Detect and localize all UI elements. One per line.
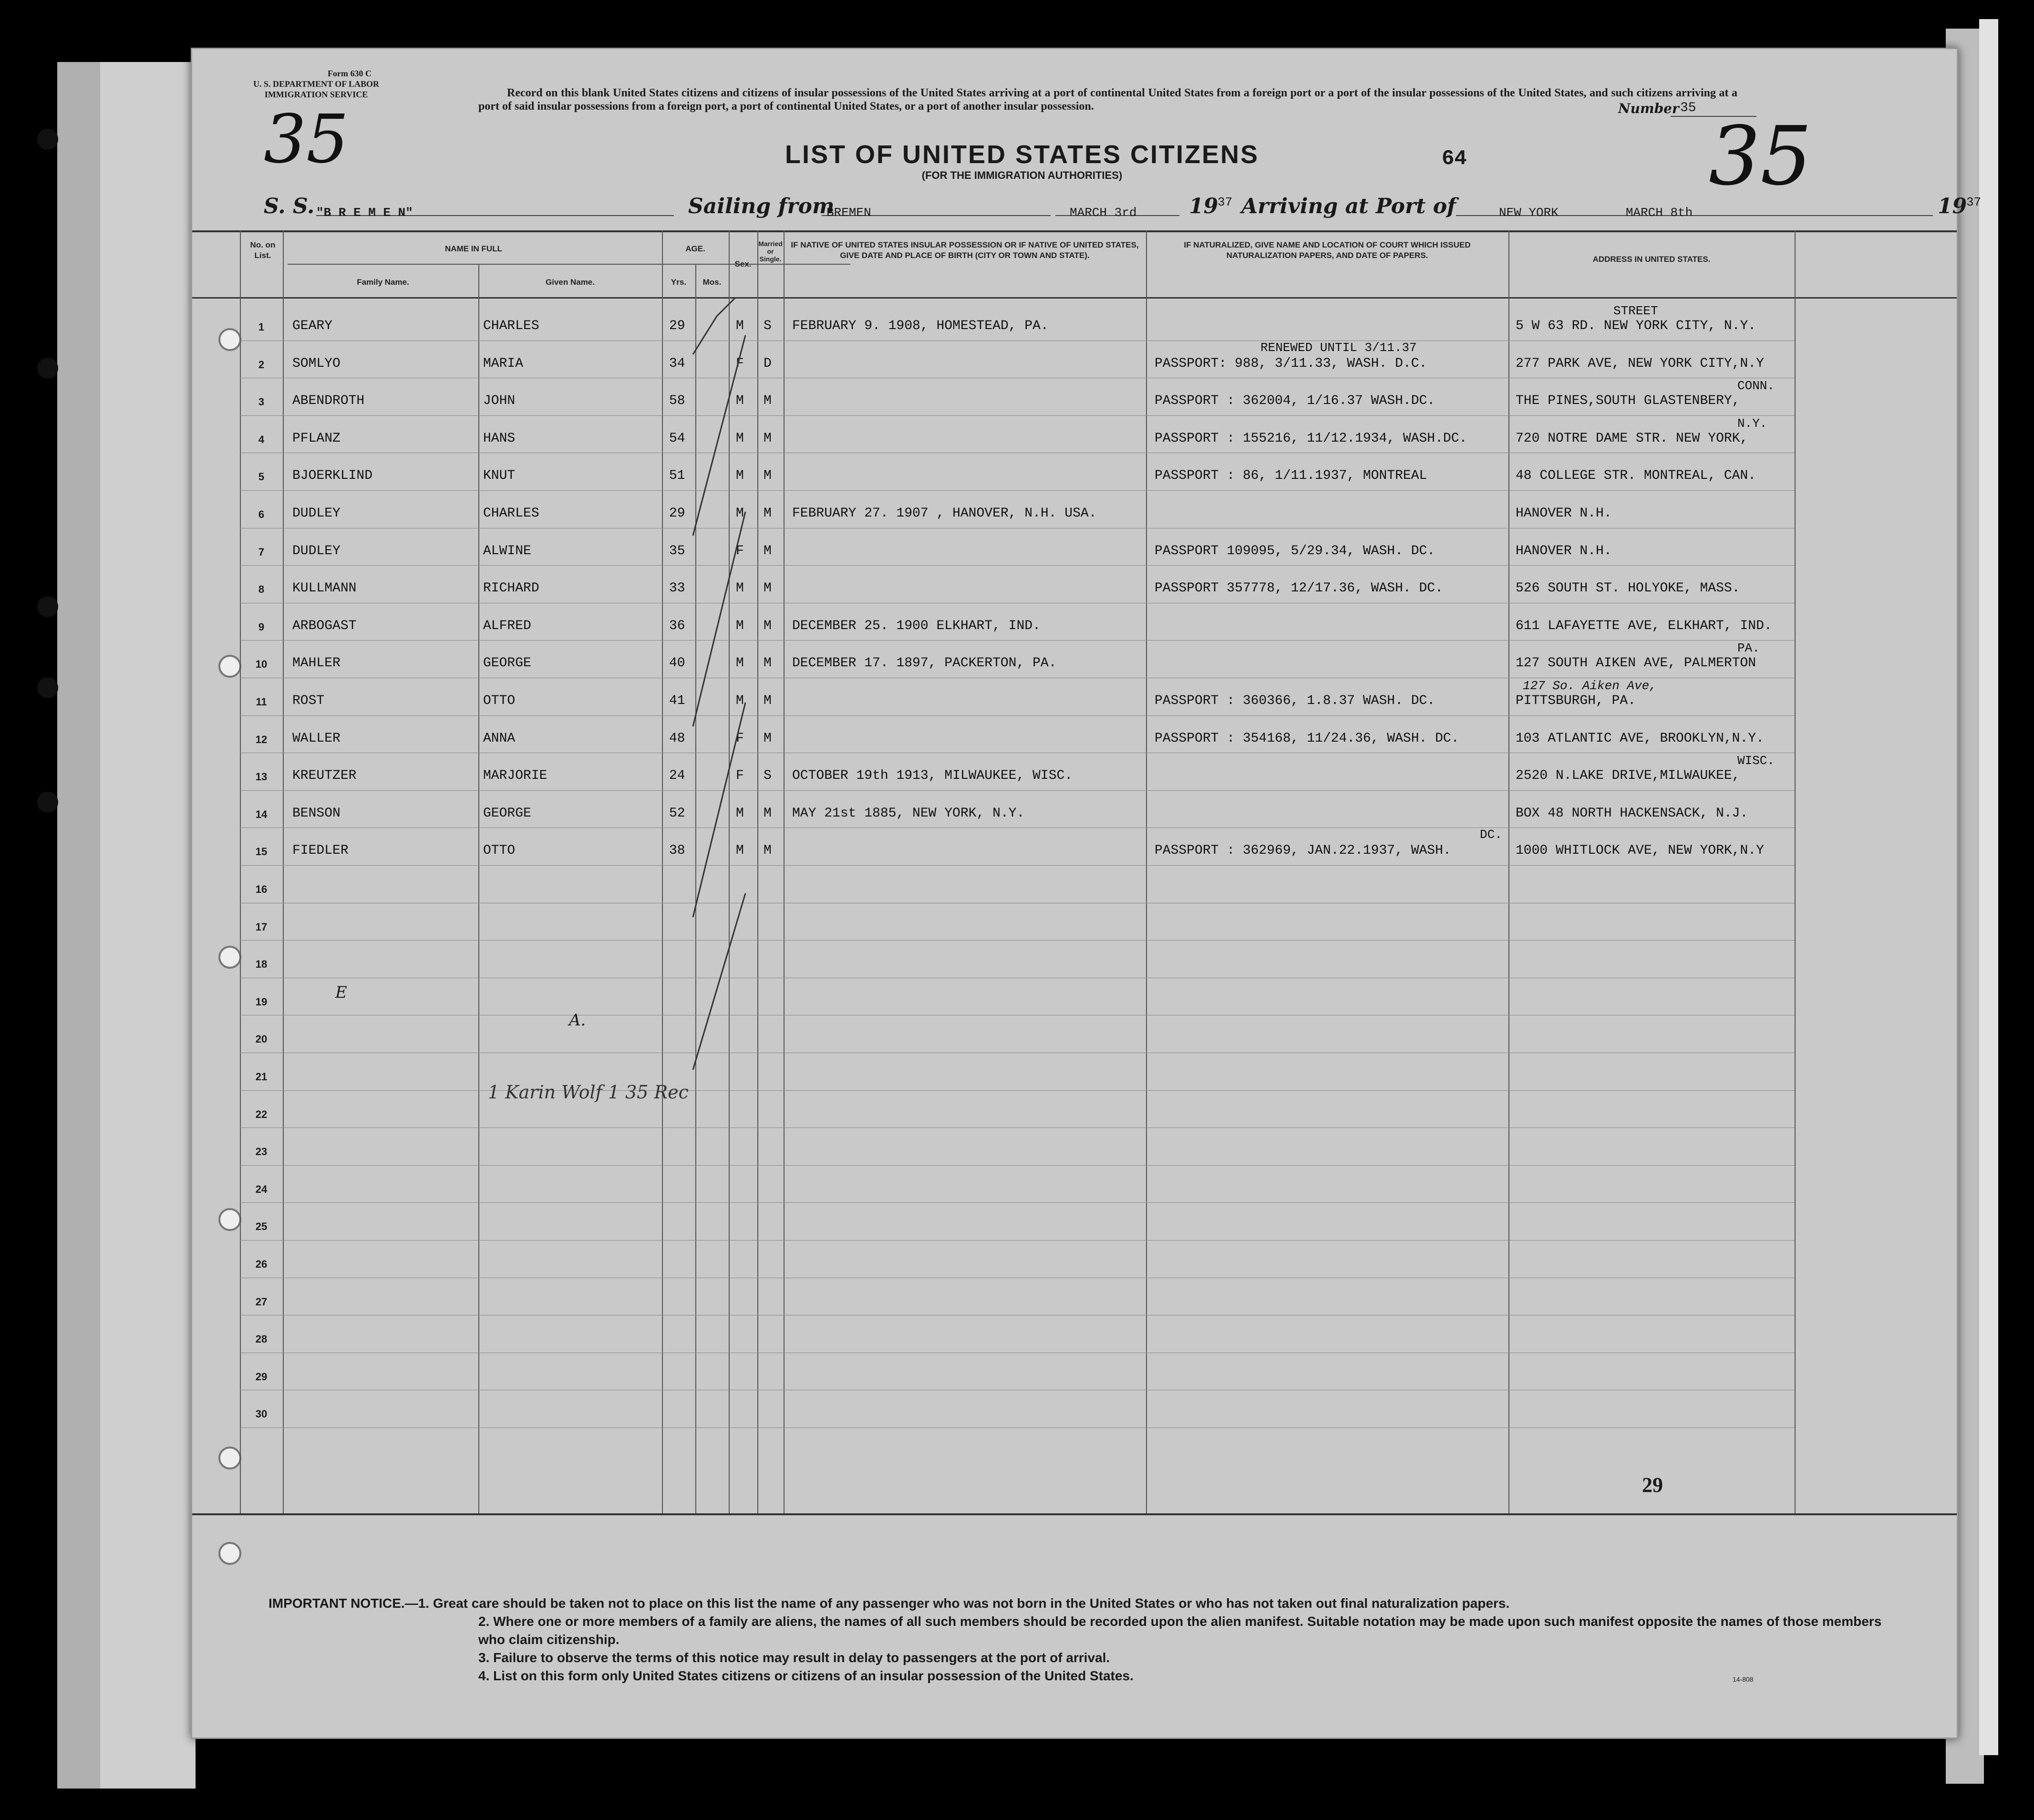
row-marital-status: M bbox=[764, 468, 772, 484]
row-marital-status: M bbox=[764, 618, 772, 633]
row-birth: DECEMBER 25. 1900 ELKHART, IND. bbox=[792, 618, 1041, 633]
row-number: 19 bbox=[255, 995, 268, 1008]
row-sex: M bbox=[736, 393, 744, 409]
row-family-name: PFLANZ bbox=[292, 431, 341, 446]
row-marital-status: M bbox=[764, 731, 772, 746]
row-marital-status: M bbox=[764, 506, 772, 521]
sailing-from-field bbox=[822, 197, 1051, 220]
row-address-note: N.Y. bbox=[1737, 416, 1767, 431]
row-sex: M bbox=[736, 319, 744, 333]
row-age-years: 51 bbox=[669, 468, 685, 484]
row-number: 9 bbox=[258, 620, 265, 633]
row-address: 277 PARK AVE, NEW YORK CITY,N.Y bbox=[1516, 356, 1764, 371]
row-address: HANOVER N.H. bbox=[1516, 506, 1612, 521]
col-name-in-full: NAME IN FULL bbox=[445, 244, 502, 253]
row-marital-status: S bbox=[764, 319, 772, 333]
number-label: Number bbox=[1618, 101, 1679, 116]
row-marital-status: M bbox=[764, 581, 772, 596]
form-title: LIST OF UNITED STATES CITIZENS bbox=[785, 140, 1259, 169]
year-prefix-2: 19 bbox=[1938, 194, 1967, 218]
arriving-date: MARCH 8th bbox=[1625, 206, 1693, 220]
col-family-name: Family Name. bbox=[357, 278, 409, 287]
row-sex: F bbox=[736, 356, 744, 371]
row-separator bbox=[240, 415, 1795, 416]
row-address: 1000 WHITLOCK AVE, NEW YORK,N.Y bbox=[1516, 843, 1764, 858]
col-married-single: Married or Single. bbox=[758, 240, 783, 263]
row-sex: M bbox=[736, 843, 744, 858]
row-age-years: 58 bbox=[669, 393, 685, 409]
row-number: 2 bbox=[258, 358, 265, 371]
form-subtitle: (FOR THE IMMIGRATION AUTHORITIES) bbox=[921, 169, 1123, 181]
col-line bbox=[1146, 230, 1147, 1513]
notice-heading: IMPORTANT NOTICE. bbox=[268, 1596, 405, 1611]
row-sex: M bbox=[736, 468, 744, 484]
row-family-name: ROST bbox=[292, 693, 325, 708]
row-number: 20 bbox=[255, 1033, 268, 1045]
row-marital-status: M bbox=[764, 393, 772, 409]
row-marital-status: M bbox=[764, 843, 772, 858]
manifest-sheet bbox=[191, 48, 1982, 1739]
ss-label: S. S. bbox=[264, 194, 315, 218]
binder-hole bbox=[37, 677, 58, 698]
binder-hole bbox=[37, 358, 58, 379]
col-given-name: Given Name. bbox=[546, 278, 595, 287]
row-family-name: FIEDLER bbox=[292, 843, 349, 858]
col-no-on-list: No. on List. bbox=[250, 240, 276, 260]
row-age-years: 24 bbox=[669, 768, 685, 784]
col-line bbox=[1508, 230, 1509, 1513]
row-separator bbox=[240, 790, 1795, 791]
page-stack-edge-right-2 bbox=[1979, 19, 1998, 1755]
col-line bbox=[757, 230, 758, 1513]
row-address: THE PINES,SOUTH GLASTENBERY, bbox=[1516, 393, 1740, 409]
row-family-name: MAHLER bbox=[292, 656, 341, 671]
row-family-name: BJOERKLIND bbox=[292, 468, 373, 484]
table-top-border bbox=[192, 230, 1957, 232]
row-family-name: GEARY bbox=[292, 319, 333, 333]
row-marital-status: S bbox=[764, 768, 772, 784]
row-address: BOX 48 NORTH HACKENSACK, N.J. bbox=[1516, 806, 1748, 821]
row-address-note: PA. bbox=[1737, 641, 1760, 656]
sailing-from-label: Sailing from bbox=[688, 194, 835, 218]
row-sex: M bbox=[736, 431, 744, 446]
row-number: 28 bbox=[255, 1333, 268, 1345]
row-address: 526 SOUTH ST. HOLYOKE, MASS. bbox=[1516, 581, 1740, 596]
row-naturalization-note: RENEWED UNTIL 3/11.37 bbox=[1260, 340, 1417, 355]
row-address-note: 127 So. Aiken Ave, bbox=[1523, 679, 1657, 693]
row-separator bbox=[240, 1427, 1795, 1428]
sailing-date-field bbox=[1055, 197, 1179, 220]
col-sex: Sex. bbox=[734, 259, 752, 269]
row-marital-status: D bbox=[764, 356, 772, 371]
form-number: Form 630 C bbox=[328, 69, 372, 78]
row-family-name: ABENDROTH bbox=[292, 393, 365, 409]
row-number: 11 bbox=[256, 696, 267, 708]
row-address: HANOVER N.H. bbox=[1516, 543, 1612, 558]
row-number: 4 bbox=[258, 433, 265, 445]
important-notice bbox=[268, 1594, 1890, 1685]
small-code: 14-808 bbox=[1733, 1675, 1754, 1683]
row-given-name: OTTO bbox=[483, 693, 516, 708]
table-bottom-border bbox=[192, 1513, 1957, 1515]
row-family-name: WALLER bbox=[292, 731, 341, 746]
row-separator bbox=[240, 865, 1795, 866]
row-separator bbox=[240, 1202, 1795, 1203]
row-sex: M bbox=[736, 581, 744, 596]
notice-item-4: 4. List on this form only United States citizens or citizens of an insular possession of the United States. bbox=[478, 1668, 1134, 1683]
handwritten-list-number-left: 35 bbox=[264, 101, 349, 178]
row-age-years: 34 bbox=[669, 356, 685, 371]
row-number: 17 bbox=[255, 920, 268, 933]
row-number: 12 bbox=[255, 733, 268, 745]
row-age-years: 41 bbox=[669, 693, 685, 708]
row-marital-status: M bbox=[764, 656, 772, 671]
row-sex: M bbox=[736, 506, 744, 521]
row-age-years: 36 bbox=[669, 618, 685, 633]
row-address-note: CONN. bbox=[1737, 379, 1775, 393]
row-given-name: MARIA bbox=[483, 356, 524, 371]
sailing-date: MARCH 3rd bbox=[1070, 206, 1137, 220]
row-address-note: STREET bbox=[1613, 304, 1658, 318]
col-mos: Mos. bbox=[702, 278, 722, 287]
row-birth: FEBRUARY 27. 1907 , HANOVER, N.H. USA. bbox=[792, 506, 1097, 521]
notice-item-1: —1. Great care should be taken not to place on this list the name of any passenger who was not born in the United States or who has not taken out final naturalization papers. bbox=[404, 1596, 1510, 1611]
year-2: 37 bbox=[1966, 195, 1982, 209]
row-age-years: 52 bbox=[669, 806, 685, 821]
col-line bbox=[283, 230, 284, 1513]
row-given-name: JOHN bbox=[483, 393, 516, 409]
benson-initial: A. bbox=[569, 1011, 586, 1030]
notice-item-2: 2. Where one or more members of a family are aliens, the names of all such members should be recorded upon the alien manifest. Suitable notation may be made upon such manifest opposite the names of those members who claim citizenship. bbox=[478, 1614, 1882, 1647]
row-address: 5 W 63 RD. NEW YORK CITY, N.Y. bbox=[1516, 319, 1756, 333]
binder-hole bbox=[37, 792, 58, 813]
name-subheader-line bbox=[288, 264, 850, 265]
row-separator bbox=[240, 827, 1795, 828]
col-line bbox=[1795, 230, 1796, 1513]
row-number: 16 bbox=[255, 883, 268, 895]
row-address: 2520 N.LAKE DRIVE,MILWAUKEE, bbox=[1516, 768, 1740, 784]
stamp-number: 64 bbox=[1442, 147, 1467, 171]
col-birth: IF NATIVE OF UNITED STATES INSULAR POSSESSION OR IF NATIVE OF UNITED STATES, GIVE DATE AND PLACE OF BIRTH (CITY OR TOWN AND STATE). bbox=[791, 240, 1139, 260]
row-address: 103 ATLANTIC AVE, BROOKLYN,N.Y. bbox=[1516, 731, 1764, 746]
row-address: 127 SOUTH AIKEN AVE, PALMERTON bbox=[1516, 656, 1756, 671]
row-address: PITTSBURGH, PA. bbox=[1516, 693, 1636, 708]
row-given-name: ALWINE bbox=[483, 543, 531, 558]
row-address: 48 COLLEGE STR. MONTREAL, CAN. bbox=[1516, 468, 1756, 484]
row-naturalization: PASSPORT : 86, 1/11.1937, MONTREAL bbox=[1155, 468, 1427, 484]
row-sex: F bbox=[736, 768, 744, 784]
row-family-name: BENSON bbox=[292, 806, 341, 821]
row-naturalization: PASSPORT : 155216, 11/12.1934, WASH.DC. bbox=[1155, 431, 1467, 446]
col-line bbox=[240, 230, 241, 1513]
sailing-from-port: BREMEN bbox=[826, 206, 871, 220]
number-value: 35 bbox=[1680, 101, 1696, 115]
row-age-years: 35 bbox=[669, 543, 685, 558]
row-naturalization: PASSPORT : 362969, JAN.22.1937, WASH. bbox=[1155, 843, 1451, 858]
row-marital-status: M bbox=[764, 693, 772, 708]
row-number: 25 bbox=[255, 1220, 268, 1233]
row-number: 26 bbox=[255, 1258, 268, 1270]
row-given-name: GEORGE bbox=[483, 656, 531, 671]
row-sex: M bbox=[736, 656, 744, 671]
ship-name-field bbox=[316, 197, 674, 220]
row-number: 22 bbox=[255, 1108, 268, 1120]
row-separator bbox=[240, 640, 1795, 641]
row-age-years: 38 bbox=[669, 843, 685, 858]
row-given-name: ANNA bbox=[483, 731, 516, 746]
row-number: 24 bbox=[255, 1183, 268, 1195]
col-address: ADDRESS IN UNITED STATES. bbox=[1592, 255, 1711, 264]
row-separator bbox=[240, 1165, 1795, 1166]
row-separator bbox=[240, 715, 1795, 716]
row-naturalization: PASSPORT : 362004, 1/16.37 WASH.DC. bbox=[1155, 393, 1435, 409]
binder-strip bbox=[57, 62, 100, 1789]
row-number: 15 bbox=[255, 846, 268, 858]
row-number: 8 bbox=[258, 583, 265, 596]
row-family-name: DUDLEY bbox=[292, 543, 341, 558]
ship-name: "B R E M E N" bbox=[316, 206, 413, 220]
form-id-block bbox=[221, 68, 412, 100]
arriving-port-field bbox=[1456, 197, 1933, 220]
row-naturalization: PASSPORT 357778, 12/17.36, WASH. DC. bbox=[1155, 581, 1443, 596]
col-naturalized: IF NATURALIZED, GIVE NAME AND LOCATION OF COURT WHICH ISSUED NATURALIZATION PAPERS, AND DATE OF PAPERS. bbox=[1184, 240, 1471, 260]
row-number: 30 bbox=[255, 1408, 268, 1420]
row-number: 29 bbox=[255, 1370, 268, 1383]
row-given-name: HANS bbox=[483, 431, 516, 446]
row-birth: DECEMBER 17. 1897, PACKERTON, PA. bbox=[792, 656, 1057, 671]
row-given-name: MARJORIE bbox=[483, 768, 547, 784]
department-name: U. S. DEPARTMENT OF LABOR bbox=[253, 79, 380, 89]
row-given-name: CHARLES bbox=[483, 319, 539, 333]
row-number: 23 bbox=[255, 1146, 268, 1158]
row-number: 21 bbox=[255, 1071, 268, 1083]
row-family-name: DUDLEY bbox=[292, 506, 341, 521]
handwritten-list-number-right: 35 bbox=[1709, 109, 1812, 204]
row-marital-status: M bbox=[764, 431, 772, 446]
row-separator bbox=[240, 1240, 1795, 1241]
sheet-punch-hole bbox=[218, 1542, 241, 1565]
col-line bbox=[784, 230, 785, 1513]
voyage-line bbox=[264, 192, 1982, 221]
row-sex: M bbox=[736, 693, 744, 708]
row-age-years: 29 bbox=[669, 319, 685, 333]
col-line bbox=[662, 230, 663, 1513]
notice-line-1 bbox=[268, 1594, 1890, 1613]
row-age-years: 40 bbox=[669, 656, 685, 671]
row-sex: F bbox=[736, 731, 744, 746]
col-yrs: Yrs. bbox=[671, 278, 687, 287]
arriving-port: NEW YORK bbox=[1499, 206, 1559, 220]
row-number: 14 bbox=[255, 808, 268, 820]
row-given-name: GEORGE bbox=[483, 806, 531, 821]
row-separator bbox=[240, 1090, 1795, 1091]
row-number: 5 bbox=[258, 471, 265, 483]
year-1: 37 bbox=[1218, 195, 1233, 209]
row-family-name: KULLMANN bbox=[292, 581, 357, 596]
row-naturalization: PASSPORT: 988, 3/11.33, WASH. D.C. bbox=[1155, 356, 1427, 371]
row-sex: M bbox=[736, 806, 744, 821]
row-address: 611 LAFAYETTE AVE, ELKHART, IND. bbox=[1516, 618, 1772, 633]
row-sex: M bbox=[736, 618, 744, 633]
row-family-name: SOMLYO bbox=[292, 356, 341, 371]
row-address-note: WISC. bbox=[1737, 754, 1775, 768]
row-given-name: RICHARD bbox=[483, 581, 539, 596]
row-sex: F bbox=[736, 543, 744, 558]
row-naturalization: PASSPORT 109095, 5/29.34, WASH. DC. bbox=[1155, 543, 1435, 558]
row-given-name: KNUT bbox=[483, 468, 516, 484]
page-stack-edge-left bbox=[100, 62, 196, 1789]
service-name: IMMIGRATION SERVICE bbox=[264, 90, 368, 99]
row-age-years: 29 bbox=[669, 506, 685, 521]
page-number: 29 bbox=[1642, 1473, 1663, 1497]
row-number: 13 bbox=[255, 771, 268, 783]
notice-item-3: 3. Failure to observe the terms of this notice may result in delay to passengers at the port of arrival. bbox=[478, 1650, 1110, 1665]
row-given-name: OTTO bbox=[483, 843, 516, 858]
row-number: 7 bbox=[258, 546, 265, 558]
row-age-years: 33 bbox=[669, 581, 685, 596]
row-birth: OCTOBER 19th 1913, MILWAUKEE, WISC. bbox=[792, 768, 1073, 784]
row16-scrawl: 1 Karin Wolf 1 35 Rec bbox=[488, 1082, 689, 1103]
row-address: 720 NOTRE DAME STR. NEW YORK, bbox=[1516, 431, 1748, 446]
row-number: 1 bbox=[258, 321, 265, 333]
row-separator bbox=[240, 490, 1795, 491]
row-number: 27 bbox=[255, 1295, 268, 1308]
binder-hole bbox=[37, 596, 58, 617]
row-naturalization: PASSPORT : 360366, 1.8.37 WASH. DC. bbox=[1155, 693, 1435, 708]
row-birth: MAY 21st 1885, NEW YORK, N.Y. bbox=[792, 806, 1025, 821]
binder-hole bbox=[37, 129, 58, 150]
row-family-name: ARBOGAST bbox=[292, 618, 357, 633]
col-age: AGE. bbox=[685, 244, 705, 253]
year-prefix-1: 19 bbox=[1189, 194, 1218, 218]
benson-correction: E bbox=[335, 983, 347, 1002]
row-age-years: 54 bbox=[669, 431, 685, 446]
row-birth: FEBRUARY 9. 1908, HOMESTEAD, PA. bbox=[792, 319, 1049, 333]
row-number: 10 bbox=[255, 658, 268, 671]
row-number: 6 bbox=[258, 508, 265, 520]
row-marital-status: M bbox=[764, 543, 772, 558]
row-given-name: CHARLES bbox=[483, 506, 539, 521]
row-number: 18 bbox=[255, 958, 268, 971]
arriving-label: Arriving at Port of bbox=[1241, 194, 1456, 218]
row-separator bbox=[240, 940, 1795, 941]
manifest-table bbox=[192, 230, 1957, 1513]
col-line bbox=[478, 265, 479, 1513]
row-age-years: 48 bbox=[669, 731, 685, 746]
row-number: 3 bbox=[258, 396, 265, 408]
row-naturalization: PASSPORT : 354168, 11/24.36, WASH. DC. bbox=[1155, 731, 1459, 746]
row-given-name: ALFRED bbox=[483, 618, 531, 633]
header-bottom-border bbox=[192, 297, 1957, 299]
row-separator bbox=[240, 565, 1795, 566]
row-marital-status: M bbox=[764, 806, 772, 821]
row-family-name: KREUTZER bbox=[292, 768, 357, 784]
form-instructions: Record on this blank United States citizens and citizens of insular possessions of the United States arriving at a port of continental United States from a foreign port or a port of the insular possessions of the United States, and such citizens arriving at a port of said insular possessions from a foreign port, a port of continental United States, or a port of another insular possession. bbox=[478, 87, 1737, 113]
row-separator bbox=[240, 1127, 1795, 1128]
row-naturalization-note: DC. bbox=[1480, 827, 1502, 842]
tally-marks bbox=[688, 297, 755, 1108]
